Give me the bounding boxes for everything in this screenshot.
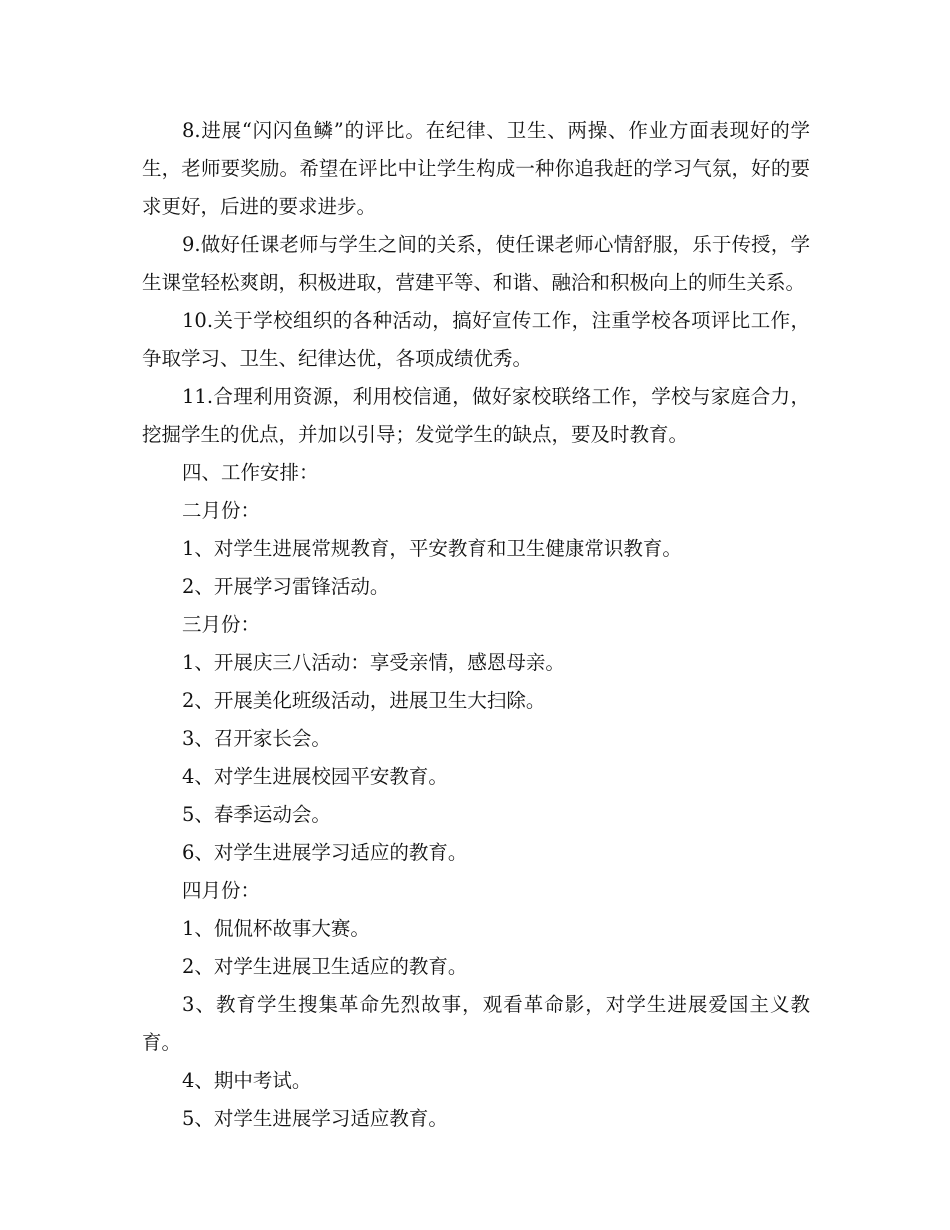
list-item: 3、教育学生搜集革命先烈故事，观看革命影，对学生进展爱国主义教育。 [142,993,810,1054]
document-page [142,112,810,1138]
paragraph-item-8: 8.进展“闪闪鱼鳞”的评比。在纪律、卫生、两操、作业方面表现好的学生，老师要奖励。希望在评比中让学生构成一种你追我赶的学习气氛，好的要求更好，后进的要求进步。 [142,119,810,218]
list-item: 2、开展美化班级活动，进展卫生大扫除。 [182,689,546,712]
paragraph-item-10: 10.关于学校组织的各种活动，搞好宣传工作，注重学校各项评比工作，争取学习、卫生、纪律达优，各项成绩优秀。 [142,309,810,370]
month-heading-april: 四月份： [182,879,261,902]
list-item: 6、对学生进展学习适应的教育。 [182,841,468,864]
month-heading-february: 二月份： [182,499,261,522]
list-item: 2、开展学习雷锋活动。 [182,575,390,598]
list-item: 2、对学生进展卫生适应的教育。 [182,955,468,978]
list-item: 1、开展庆三八活动：享受亲情，感恩母亲。 [182,651,565,674]
list-item: 1、对学生进展常规教育，平安教育和卫生健康常识教育。 [182,537,682,560]
month-heading-march: 三月份： [182,613,261,636]
list-item: 1、侃侃杯故事大赛。 [182,917,370,940]
list-item: 4、期中考试。 [182,1069,312,1092]
section-heading-work-plan: 四、工作安排： [182,461,319,484]
list-item: 4、对学生进展校园平安教育。 [182,765,448,788]
paragraph-item-11: 11.合理利用资源，利用校信通，做好家校联络工作，学校与家庭合力，挖掘学生的优点，并加以引导；发觉学生的缺点，要及时教育。 [142,385,810,446]
paragraph-item-9: 9.做好任课老师与学生之间的关系，使任课老师心情舒服，乐于传授，学生课堂轻松爽朗，积极进取，营建平等、和谐、融洽和积极向上的师生关系。 [142,233,810,294]
list-item: 5、对学生进展学习适应教育。 [182,1107,448,1130]
list-item: 3、召开家长会。 [182,727,331,750]
list-item: 5、春季运动会。 [182,803,331,826]
